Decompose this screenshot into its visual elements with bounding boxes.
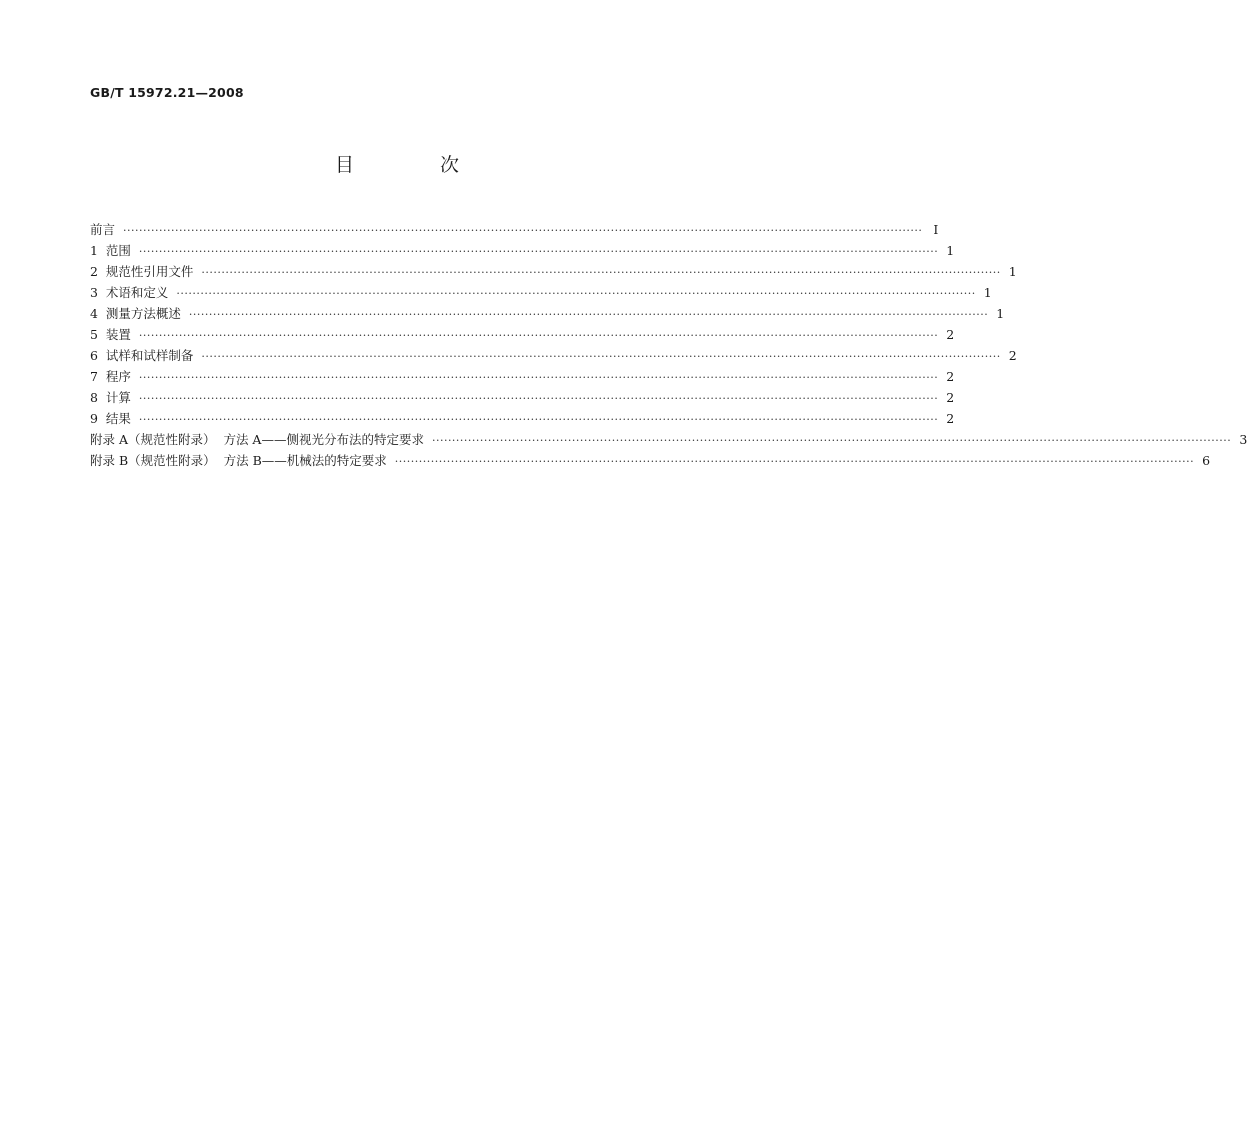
toc-dot-leader: ········································································································································································································ <box>138 329 939 342</box>
toc-entry-label: 8 计算 <box>90 390 131 405</box>
standard-code: GB/T 15972.21—2008 <box>90 85 244 100</box>
toc-entry-label: 前言 <box>90 222 116 237</box>
toc-dot-leader: ········································································································································································································ <box>431 434 1232 447</box>
toc-entry-label: 7 程序 <box>90 369 131 384</box>
toc-entry-page: 1 <box>1008 264 1017 279</box>
toc-entry-annex-b[interactable] <box>90 450 1211 471</box>
toc-entry-page: 1 <box>946 243 955 258</box>
toc-entry-page: 2 <box>946 390 955 405</box>
toc-dot-leader: ········································································································································································································ <box>123 224 923 237</box>
toc-entry-page: 1 <box>983 285 992 300</box>
toc-entry-page: 2 <box>946 327 955 342</box>
toc-dot-leader: ········································································································································································································ <box>394 455 1195 468</box>
toc-entry-results[interactable] <box>90 408 955 429</box>
toc-entry-apparatus[interactable] <box>90 324 955 345</box>
toc-entry-label: 1 范围 <box>90 243 131 258</box>
toc-entry-scope[interactable] <box>90 240 955 261</box>
toc-entry-sample-preparation[interactable] <box>90 345 1017 366</box>
toc-entry-label: 4 测量方法概述 <box>90 306 181 321</box>
toc-dot-leader: ········································································································································································································ <box>138 413 939 426</box>
toc-entry-procedure[interactable] <box>90 366 955 387</box>
toc-dot-leader: ········································································································································································································ <box>138 245 939 258</box>
toc-dot-leader: ········································································································································································································ <box>201 350 1001 363</box>
toc-entry-page: 1 <box>996 306 1005 321</box>
toc-dot-leader: ········································································································································································································ <box>138 371 939 384</box>
toc-entry-normative-references[interactable] <box>90 261 1017 282</box>
toc-title: 目 次 <box>334 154 500 176</box>
toc-entry-label: 附录 A（规范性附录） 方法 A——侧视光分布法的特定要求 <box>90 432 424 447</box>
toc-entry-page: 2 <box>946 369 955 384</box>
table-of-contents <box>90 219 1247 471</box>
toc-entry-calculation[interactable] <box>90 387 955 408</box>
toc-entry-page: 6 <box>1202 453 1211 468</box>
toc-dot-leader: ········································································································································································································ <box>176 287 976 300</box>
toc-entry-method-overview[interactable] <box>90 303 1005 324</box>
toc-entry-label: 9 结果 <box>90 411 131 426</box>
toc-entry-label: 附录 B（规范性附录） 方法 B——机械法的特定要求 <box>90 453 387 468</box>
toc-entry-foreword[interactable] <box>90 219 939 240</box>
toc-entry-page: 2 <box>1008 348 1017 363</box>
toc-entry-page: 3 <box>1239 432 1247 447</box>
toc-entry-page: 2 <box>946 411 955 426</box>
toc-dot-leader: ········································································································································································································ <box>138 392 939 405</box>
toc-entry-label: 6 试样和试样制备 <box>90 348 194 363</box>
toc-entry-page: I <box>933 222 939 237</box>
toc-entry-label: 5 装置 <box>90 327 131 342</box>
toc-dot-leader: ········································································································································································································ <box>188 308 989 321</box>
toc-entry-terms-definitions[interactable] <box>90 282 992 303</box>
toc-entry-label: 3 术语和定义 <box>90 285 169 300</box>
toc-entry-annex-a[interactable] <box>90 429 1247 450</box>
toc-dot-leader: ········································································································································································································ <box>201 266 1001 279</box>
toc-entry-label: 2 规范性引用文件 <box>90 264 194 279</box>
